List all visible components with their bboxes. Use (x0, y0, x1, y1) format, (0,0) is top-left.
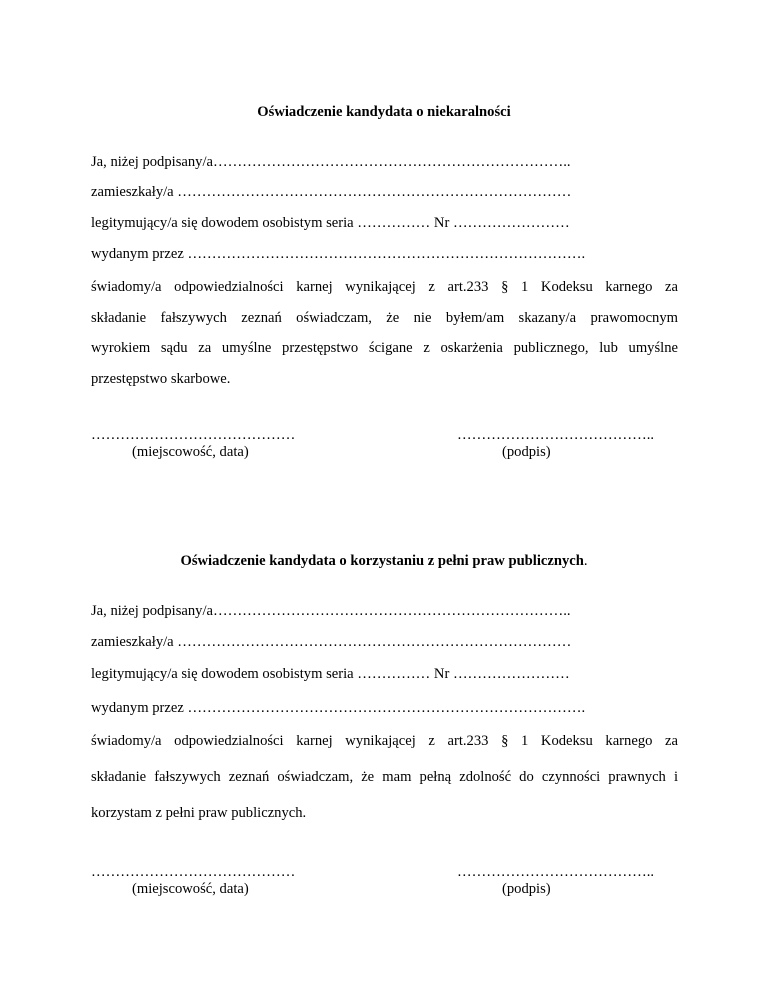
section2-id-line: legitymujący/a się dowodem osobistym seria …………… Nr …………………… (91, 666, 570, 682)
section1-statement-line: składanie fałszywych zeznań oświadczam, że nie byłem/am skazany/a prawomocnym (91, 310, 678, 326)
section1-issued-line: wydanym przez ………………………………………………………………………. (91, 246, 586, 262)
section1-place-date-label: (miejscowość, data) (132, 444, 249, 460)
section1-statement-line: wyrokiem sądu za umyślne przestępstwo ścigane z oskarżenia publicznego, lub umyślne (91, 340, 678, 356)
section1-address-line: zamieszkały/a ……………………………………………………………………… (91, 184, 572, 200)
section2-title (0, 553, 768, 570)
section1-id-line: legitymujący/a się dowodem osobistym seria …………… Nr …………………… (91, 215, 570, 231)
section2-address-line: zamieszkały/a ……………………………………………………………………… (91, 634, 572, 650)
section1-statement-line: przestępstwo skarbowe. (91, 371, 231, 387)
section2-name-line: Ja, niżej podpisany/a……………………………………………………………….. (91, 603, 571, 619)
section1-place-date-dots: …………………………………… (91, 427, 296, 443)
section1-signature-dots: ………………………………….. (457, 427, 655, 443)
section2-signature-dots: ………………………………….. (457, 864, 655, 880)
section2-title-text: Oświadczenie kandydata o korzystaniu z pełni praw publicznych (180, 553, 584, 569)
section2-statement-line: korzystam z pełni praw publicznych. (91, 805, 307, 821)
section1-title: Oświadczenie kandydata o niekaralności (257, 104, 511, 120)
section1-name-line: Ja, niżej podpisany/a……………………………………………………………….. (91, 154, 571, 170)
section2-place-date-label: (miejscowość, data) (132, 881, 249, 897)
section2-statement-line: świadomy/a odpowiedzialności karnej wynikającej z art.233 § 1 Kodeksu karnego za (91, 733, 678, 749)
section2-place-date-dots: …………………………………… (91, 864, 296, 880)
section2-title-suffix: . (583, 553, 588, 569)
section2-statement-line: składanie fałszywych zeznań oświadczam, że mam pełną zdolność do czynności prawnych i (91, 769, 678, 785)
section1-signature-label: (podpis) (502, 444, 551, 460)
section1-statement-line: świadomy/a odpowiedzialności karnej wynikającej z art.233 § 1 Kodeksu karnego za (91, 279, 678, 295)
section2-issued-line: wydanym przez ………………………………………………………………………. (91, 700, 586, 716)
section2-signature-label: (podpis) (502, 881, 551, 897)
